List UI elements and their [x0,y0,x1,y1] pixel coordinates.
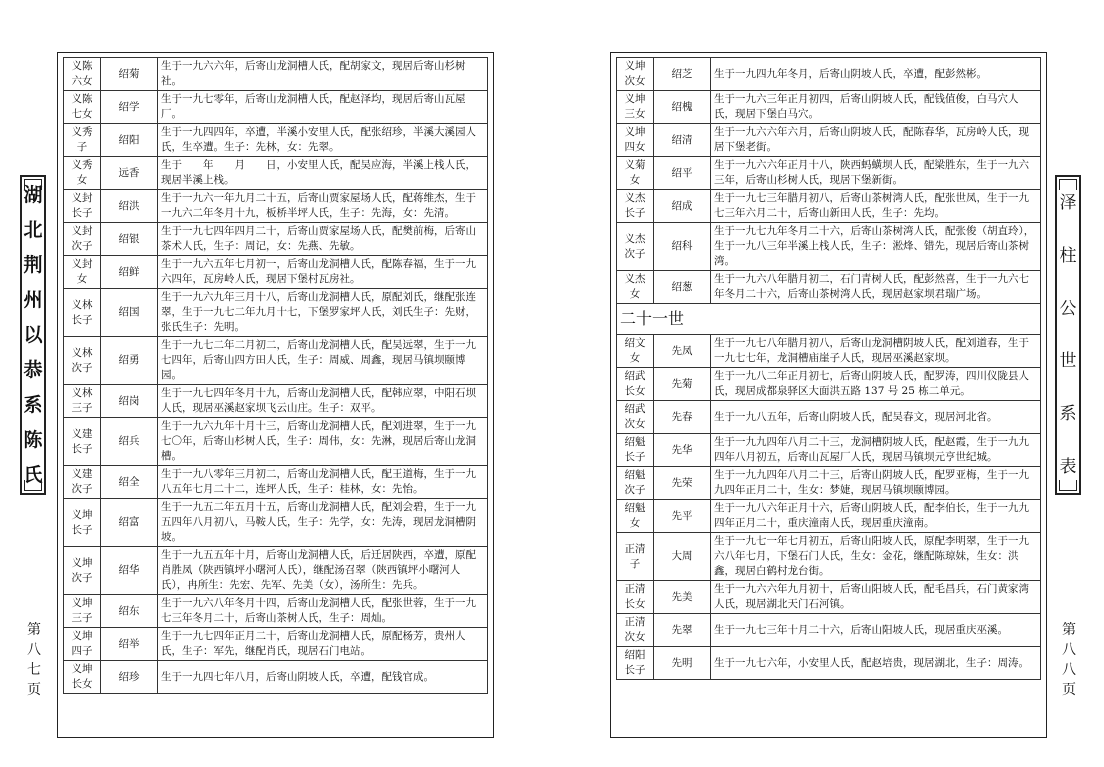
relation-cell: 义杰女 [617,271,654,304]
bio-cell: 生于一九六八年冬月十四，后寄山龙洞槽人氏，配张世蓉，生于一九七三年冬月二十，后寄山茶树人氏，生子：周灿。 [158,595,488,628]
relation-cell: 义坤四子 [64,628,101,661]
table-row [64,223,488,256]
bio-cell: 生于一九八零年三月初二，后寄山龙洞槽人氏，配王道梅，生于一九八五年七月二十二，连坪人氏，生子：桂林，女：先怡。 [158,466,488,499]
name-cell: 绍勇 [101,337,158,385]
bio-cell: 生于一九七六年，小安里人氏，配赵培贵，现居湖北，生子：周涛。 [711,647,1041,680]
name-cell: 绍洪 [101,190,158,223]
table-row [617,434,1041,467]
table-row [64,499,488,547]
table-row [617,401,1041,434]
relation-cell: 绍武次女 [617,401,654,434]
relation-cell: 义坤长女 [64,661,101,694]
relation-cell: 义坤三女 [617,91,654,124]
banner-char: 湖 [23,183,43,206]
relation-cell: 义建次子 [64,466,101,499]
bio-cell: 生于一九六五年七月初一，后寄山龙洞槽人氏，配陈春福，生于一九六四年，瓦房岭人氏，现居下堡村瓦房社。 [158,256,488,289]
bio-cell: 生于一九七零年，后寄山龙洞槽人氏，配赵泽均，现居后寄山瓦屋厂。 [158,91,488,124]
banner-char: 州 [23,288,43,311]
bio-cell: 生于一九九四年八月二十三，后寄山阴坡人氏，配罗亚梅，生于一九九四年正月二十，生女：梦婕，现居马镇坝颐博园。 [711,467,1041,500]
table-row [617,500,1041,533]
banner-char: 八 [27,642,41,658]
name-cell: 绍菊 [101,58,158,91]
bio-cell: 生于一九六六年六月，后寄山阴坡人氏，配陈春华，瓦房岭人氏，现居下堡老街。 [711,124,1041,157]
table-row [64,418,488,466]
table-row [64,124,488,157]
table-row [64,661,488,694]
left-side-banner [20,175,46,495]
relation-cell: 义坤三子 [64,595,101,628]
bio-cell: 生于一九七二年二月初二，后寄山龙洞槽人氏，配吴远翠，生于一九七四年，后寄山四方田人氏，生子：周威、周鑫，现居马镇坝颐博园。 [158,337,488,385]
bio-cell: 生于一九七四年正月二十，后寄山龙洞槽人氏，原配杨芳，贵州人氏，生子：军先，继配肖氏，现居石门电站。 [158,628,488,661]
name-cell: 绍银 [101,223,158,256]
banner-char: 公 [1059,298,1077,319]
relation-cell: 义坤次女 [617,58,654,91]
bio-cell: 生于一九八五年，后寄山阴坡人氏，配吴春文，现居河北省。 [711,401,1041,434]
bio-cell: 生于一九六一年九月二十五，后寄山贾家屋场人氏，配蒋维杰，生于一九六二年冬月十九，板桥半坪人氏，生子：先海，女：先清。 [158,190,488,223]
bio-cell: 生于一九九四年八月二十三，龙洞槽阴坡人氏，配赵霞，生于一九九四年八月初五，后寄山瓦屋厂人氏，现居马镇坝元亨世纪城。 [711,434,1041,467]
banner-char: 八 [1062,662,1076,678]
relation-cell: 义建长子 [64,418,101,466]
banner-char: 表 [1059,456,1077,477]
banner-char: 八 [1062,642,1076,658]
name-cell: 大周 [654,533,711,581]
name-cell: 先美 [654,581,711,614]
bio-cell: 生于一九八二年正月初七，后寄山阴坡人氏，配罗涛，四川仪陇县人氏，现居成都泉驿区大面洪五路 137 号 25 栋二单元。 [711,368,1041,401]
relation-cell: 义坤长子 [64,499,101,547]
relation-cell: 义陈七女 [64,91,101,124]
relation-cell: 绍武长女 [617,368,654,401]
right-page-number [1059,620,1079,700]
bio-cell: 生于一九五五年十月，后寄山龙洞槽人氏，后迁居陕西，卒遭，原配肖胜凤（陕西镇坪小曙河人氏），继配汤召翠（陕西镇坪小曙河人氏），冉所生：先宏、先军、先美（女），汤所生：先兵。 [158,547,488,595]
table-row [64,58,488,91]
name-cell: 绍举 [101,628,158,661]
table-row [617,581,1041,614]
relation-cell: 义秀子 [64,124,101,157]
bio-cell: 生于一九七一年七月初五，后寄山阳坡人氏，原配李明翠，生于一九六八年七月，下堡石门人氏，生女：金花，继配陈琼妹，生女：洪鑫，现居白鹤村龙台街。 [711,533,1041,581]
banner-char: 世 [1059,351,1077,372]
bio-cell: 生于一九五二年五月十五，后寄山龙洞槽人氏，配刘会碧，生于一九五四年八月初八，马鞍人氏，生子：先学，女：先涛，现居龙洞槽阴坡。 [158,499,488,547]
banner-char: 柱 [1059,245,1077,266]
name-cell: 先菊 [654,368,711,401]
right-side-banner [1055,175,1081,495]
relation-cell: 义封女 [64,256,101,289]
name-cell: 绍阳 [101,124,158,157]
name-cell: 远香 [101,157,158,190]
banner-char: 第 [27,622,41,638]
left-page [57,52,494,738]
name-cell: 先华 [654,434,711,467]
table-row [64,157,488,190]
bio-cell: 生于一九四四年，卒遭，半溪小安里人氏，配张绍珍，半溪大溪园人氏，生卒遭。生子：先林，女：先翠。 [158,124,488,157]
bio-cell: 生于一九七三年腊月初八，后寄山茶树湾人氏，配张世凤，生于一九七三年六月二十，后寄山新田人氏，生子：先均。 [711,190,1041,223]
left-genealogy-table [63,57,488,694]
bio-cell: 生于 年 月 日，小安里人氏，配吴应海，半溪上栈人氏，现居半溪上栈。 [158,157,488,190]
banner-char: 以 [23,323,43,346]
name-cell: 绍国 [101,289,158,337]
banner-char: 陈 [23,429,43,452]
table-row [64,256,488,289]
table-row [617,467,1041,500]
bio-cell: 生于一九六三年正月初四，后寄山阴坡人氏，配钱值俊，白马穴人氏，现居下堡白马穴。 [711,91,1041,124]
name-cell: 先明 [654,647,711,680]
table-row [617,91,1041,124]
relation-cell: 义陈六女 [64,58,101,91]
table-row [64,466,488,499]
name-cell: 绍东 [101,595,158,628]
relation-cell: 正清子 [617,533,654,581]
name-cell: 绍富 [101,499,158,547]
name-cell: 绍学 [101,91,158,124]
bio-cell: 生于一九七八年腊月初八，后寄山龙洞槽阴坡人氏，配刘道春，生于一九七七年，龙洞槽庙崖子人氏，现居巫溪赵家坝。 [711,335,1041,368]
relation-cell: 绍文女 [617,335,654,368]
right-genealogy-table-top [616,57,1041,304]
banner-char: 泽 [1059,193,1077,214]
relation-cell: 绍魁次子 [617,467,654,500]
relation-cell: 义秀女 [64,157,101,190]
relation-cell: 义菊女 [617,157,654,190]
name-cell: 绍岗 [101,385,158,418]
relation-cell: 义杰次子 [617,223,654,271]
table-row [64,547,488,595]
name-cell: 绍华 [101,547,158,595]
relation-cell: 义林三子 [64,385,101,418]
bio-cell: 生于一九六九年三月十八，后寄山龙洞槽人氏，原配刘氏，继配张连翠，生于一九七二年九月十七，下堡罗家坪人氏，刘氏生子：先财，张氏生子：先明。 [158,289,488,337]
table-row [64,190,488,223]
banner-char: 系 [23,394,43,417]
bio-cell: 生于一九四九年冬月，后寄山阴坡人氏，卒遭，配彭然彬。 [711,58,1041,91]
bio-cell: 生于一九四七年八月，后寄山阴坡人氏，卒遭，配钱官成。 [158,661,488,694]
relation-cell: 义林长子 [64,289,101,337]
name-cell: 绍珍 [101,661,158,694]
name-cell: 先荣 [654,467,711,500]
table-row [617,157,1041,190]
banner-char: 页 [27,682,41,698]
name-cell: 绍全 [101,466,158,499]
relation-cell: 绍魁长子 [617,434,654,467]
name-cell: 先翠 [654,614,711,647]
table-row [64,595,488,628]
bio-cell: 生于一九六六年九月初十，后寄山阳坡人氏，配毛昌兵，石门黄家湾人氏，现居湖北天门石河镇。 [711,581,1041,614]
table-row [617,533,1041,581]
right-page [610,52,1047,738]
name-cell: 先平 [654,500,711,533]
table-row [617,223,1041,271]
banner-char: 七 [27,662,41,678]
bio-cell: 生于一九七九年冬月二十六，后寄山茶树湾人氏，配张俊（胡直玲），生于一九八三年半溪上栈人氏，生子：淞烽、错先，现居后寄山茶树湾。 [711,223,1041,271]
bio-cell: 生于一九七四年四月二十，后寄山贾家屋场人氏，配樊前梅，后寄山茶术人氏，生子：周记，女：先燕、先敏。 [158,223,488,256]
relation-cell: 义封长子 [64,190,101,223]
bio-cell: 生于一九六六年正月十八，陕西蚂蟥坝人氏，配梁胜东，生于一九六三年，后寄山杉树人氏，现居下堡新街。 [711,157,1041,190]
table-row [617,614,1041,647]
name-cell: 先春 [654,401,711,434]
table-row [617,124,1041,157]
name-cell: 绍成 [654,190,711,223]
table-row [617,647,1041,680]
name-cell: 先凤 [654,335,711,368]
relation-cell: 正清长女 [617,581,654,614]
banner-char: 第 [1062,622,1076,638]
table-row [617,335,1041,368]
banner-char: 北 [23,218,43,241]
relation-cell: 正清次女 [617,614,654,647]
name-cell: 绍芝 [654,58,711,91]
table-row [64,337,488,385]
table-row [617,190,1041,223]
banner-char: 荆 [23,253,43,276]
name-cell: 绍鲜 [101,256,158,289]
relation-cell: 绍魁女 [617,500,654,533]
relation-cell: 绍阳长子 [617,647,654,680]
name-cell: 绍兵 [101,418,158,466]
banner-char: 氏 [23,464,43,487]
table-row [617,58,1041,91]
banner-char: 系 [1059,403,1077,424]
table-row [617,368,1041,401]
relation-cell: 义封次子 [64,223,101,256]
banner-char: 页 [1062,682,1076,698]
table-row [64,91,488,124]
name-cell: 绍槐 [654,91,711,124]
table-row [617,271,1041,304]
banner-char: 恭 [23,359,43,382]
name-cell: 绍平 [654,157,711,190]
relation-cell: 义林次子 [64,337,101,385]
name-cell: 绍科 [654,223,711,271]
right-genealogy-table-bottom [616,334,1041,680]
bio-cell: 生于一九七四年冬月十九，后寄山龙洞槽人氏，配韩应翠，中阳石坝人氏，现居巫溪赵家坝飞云山庄。生子：双平。 [158,385,488,418]
bio-cell: 生于一九七三年十月二十六，后寄山阳坡人氏，现居重庆巫溪。 [711,614,1041,647]
name-cell: 绍葱 [654,271,711,304]
generation-heading: 二十一世 [616,304,1041,334]
bio-cell: 生于一九六八年腊月初二，石门青树人氏，配彭然喜，生于一九六七年冬月二十六，后寄山茶树湾人氏，现居赵家坝君瑞广场。 [711,271,1041,304]
table-row [64,628,488,661]
name-cell: 绍清 [654,124,711,157]
left-page-number [24,620,44,700]
relation-cell: 义杰长子 [617,190,654,223]
table-row [64,289,488,337]
bio-cell: 生于一九六六年，后寄山龙洞槽人氏，配胡家文，现居后寄山杉树社。 [158,58,488,91]
relation-cell: 义坤次子 [64,547,101,595]
bio-cell: 生于一九八六年正月十六，后寄山阴坡人氏，配李伯长，生于一九九四年正月二十，重庆潼南人氏，现居重庆潼南。 [711,500,1041,533]
bio-cell: 生于一九六九年十月十三，后寄山龙洞槽人氏，配刘进翠，生于一九七〇年，后寄山杉树人氏，生子：周伟，女：先淋，现居后寄山龙洞槽。 [158,418,488,466]
table-row [64,385,488,418]
relation-cell: 义坤四女 [617,124,654,157]
